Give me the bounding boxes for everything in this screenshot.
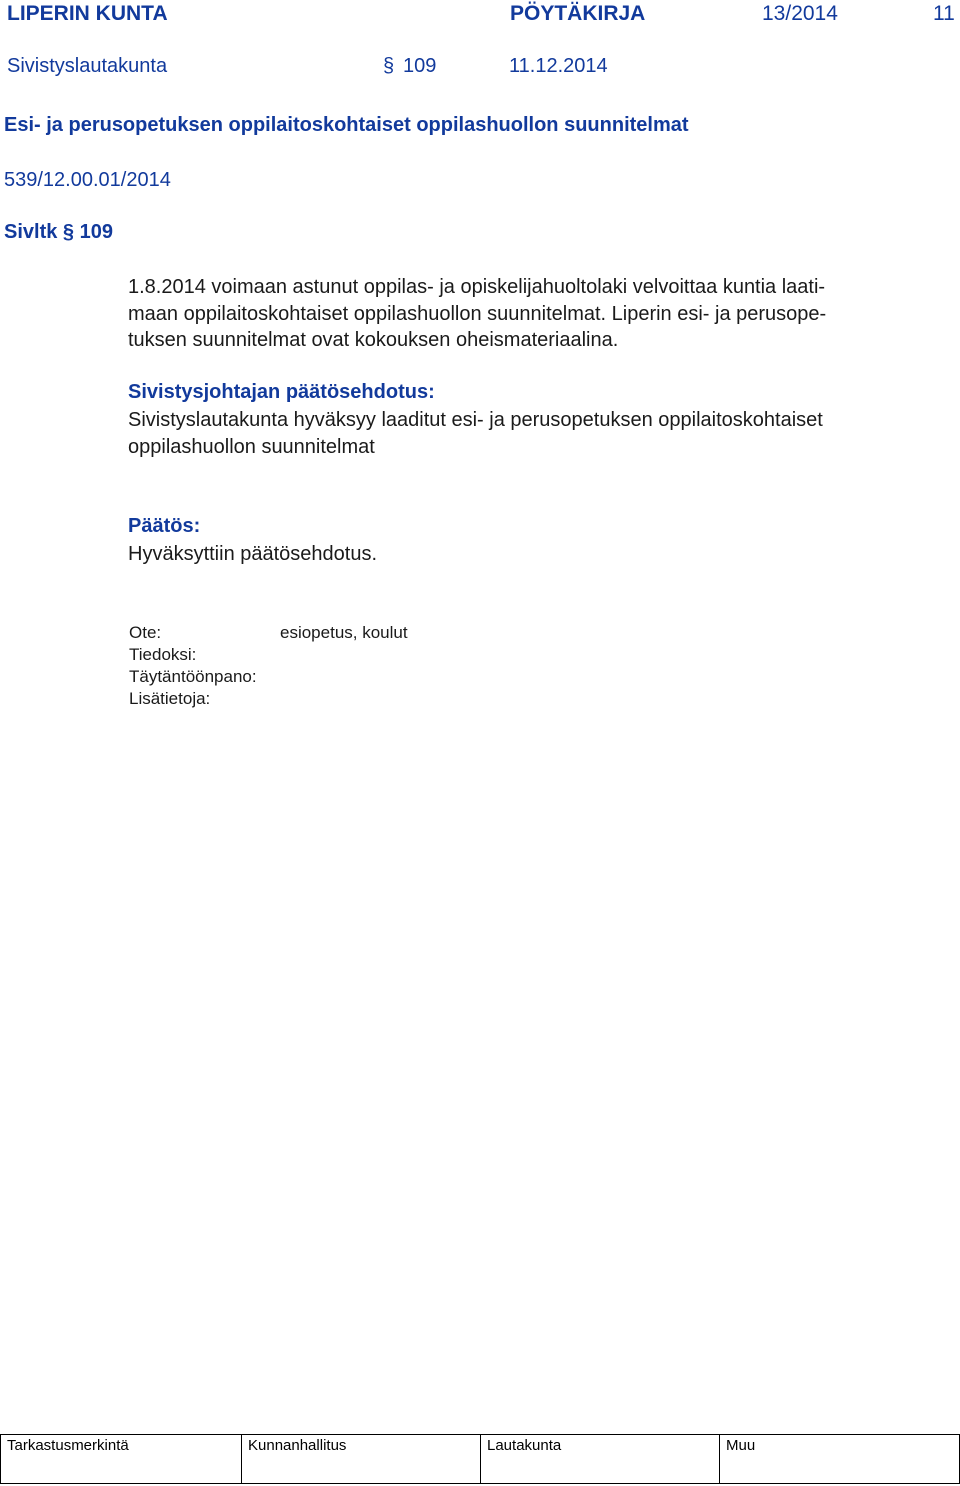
proposal-text [128, 407, 823, 460]
doc-number: 13/2014 [762, 2, 838, 25]
decision-text: Hyväksyttiin päätösehdotus. [128, 543, 378, 565]
section-ref-number: 109 [79, 221, 113, 243]
intro-line: 1.8.2014 voimaan astunut oppilas- ja opiskelijahuoltolaki velvoittaa kuntia laati- [128, 276, 826, 298]
doc-type: PÖYTÄKIRJA [510, 2, 646, 25]
distribution-labels [129, 622, 257, 710]
item-title: Esi- ja perusopetuksen oppilaitoskohtaiset oppilashuollon suunnitelmat [4, 114, 689, 136]
tiedoksi-label: Tiedoksi: [129, 645, 197, 664]
page-number: 11 [933, 2, 955, 25]
intro-paragraph [128, 274, 826, 354]
footer-cell-muu: Muu [720, 1435, 960, 1483]
section-ref-sign: § [62, 221, 75, 243]
org-name: LIPERIN KUNTA [7, 2, 168, 25]
ote-label: Ote: [129, 623, 162, 642]
meeting-date: 11.12.2014 [509, 55, 608, 77]
section-number: 109 [403, 55, 437, 77]
section-reference [4, 221, 113, 244]
proposal-line: Sivistyslautakunta hyväksyy laaditut esi- ja perusopetuksen oppilaitoskohtaiset [128, 409, 823, 431]
record-number: 539/12.00.01/2014 [4, 169, 171, 191]
footer-cell-tarkastusmerkinta: Tarkastusmerkintä [0, 1435, 242, 1483]
lisatietoja-label: Lisätietoja: [129, 689, 211, 708]
intro-line: tuksen suunnitelmat ovat kokouksen oheismateriaalina. [128, 329, 619, 351]
committee-name: Sivistyslautakunta [7, 55, 168, 77]
footer-cell-lautakunta: Lautakunta [481, 1435, 720, 1483]
footer-table [0, 1434, 960, 1484]
footer-cell-kunnanhallitus: Kunnanhallitus [242, 1435, 481, 1483]
ote-value: esiopetus, koulut [280, 623, 408, 642]
section-ref-label: Sivltk [4, 221, 58, 243]
section-sign: § [383, 55, 395, 77]
proposal-heading: Sivistysjohtajan päätösehdotus: [128, 381, 435, 403]
taytantoonpano-label: Täytäntöönpano: [129, 667, 257, 686]
decision-heading: Päätös: [128, 515, 201, 537]
proposal-line: oppilashuollon suunnitelmat [128, 435, 375, 458]
intro-line: maan oppilaitoskohtaiset oppilashuollon suunnitelmat. Liperin esi- ja perusope- [128, 302, 827, 325]
